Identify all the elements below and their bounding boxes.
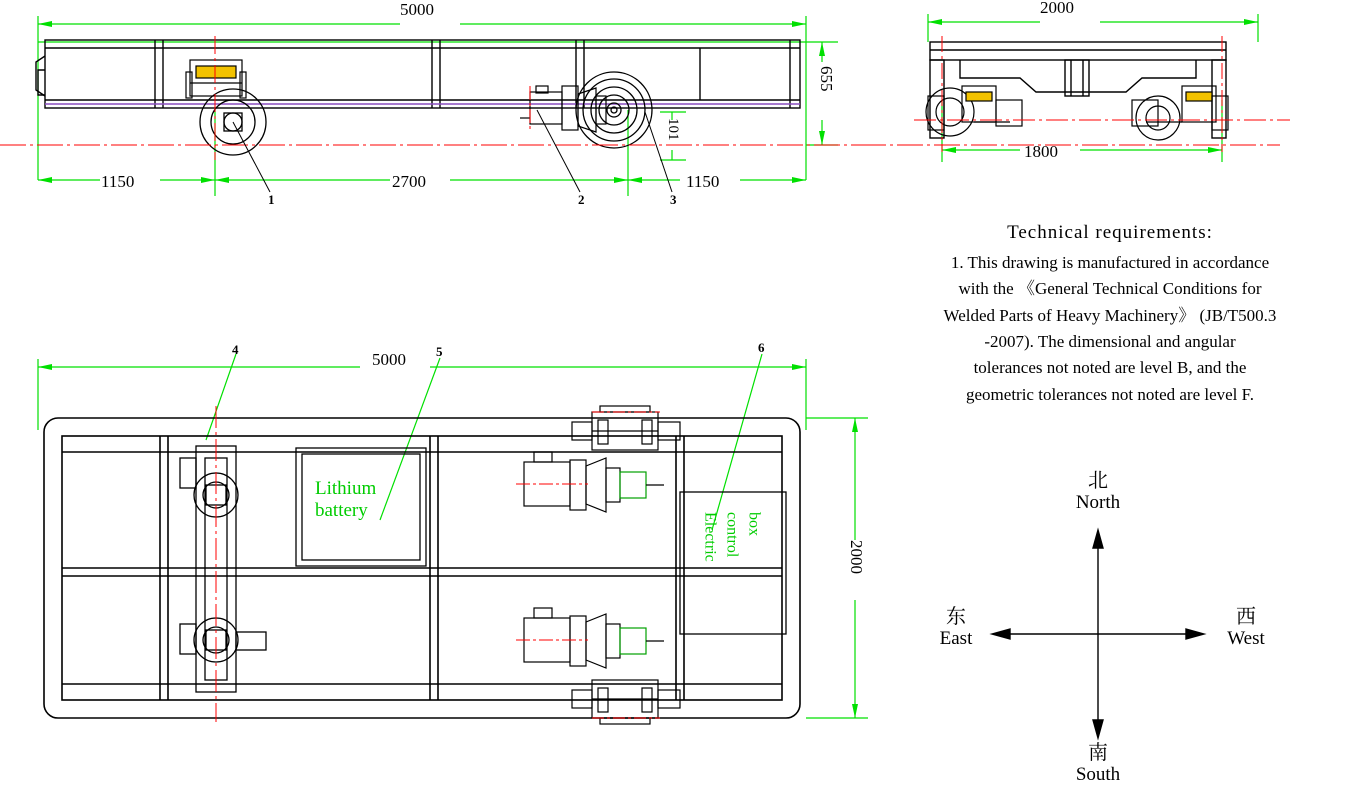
compass-west-cn: 西 [1236, 606, 1256, 628]
drive-assembly-lower-plan [524, 608, 664, 668]
compass-rose [900, 460, 1320, 800]
technical-requirements-heading: Technical requirements: [1007, 222, 1213, 243]
dim-segment-center-side: 2700 [392, 172, 426, 191]
dim-overall-width-plan: 2000 [847, 540, 866, 574]
dimension-lines-side [38, 16, 838, 196]
compass-axes [992, 530, 1204, 738]
technical-requirements-block [880, 222, 1340, 408]
dim-segment-left-side: 1150 [101, 172, 135, 191]
dim-overall-length-plan: 5000 [372, 350, 406, 369]
compass-north-cn: 北 [1088, 470, 1108, 492]
compass-north [1058, 470, 1138, 515]
control-box-label-line1: Electric [701, 512, 719, 562]
callout-1: 1 [268, 192, 275, 207]
callout-2: 2 [578, 192, 585, 207]
compass-south-en: South [1075, 764, 1121, 785]
compass-east [920, 606, 992, 651]
callout-6: 6 [758, 340, 765, 355]
tech-line-1: 1. This drawing is manufactured in accordance [950, 253, 1270, 272]
electric-control-box-label-3 [744, 512, 762, 632]
callout-3: 3 [670, 192, 677, 207]
lithium-battery-label-line1: Lithium [315, 478, 377, 499]
lithium-battery-label-line2: battery [315, 499, 368, 521]
front-elevation-view [900, 0, 1300, 200]
compass-south [1058, 742, 1138, 787]
dim-height-side: 655 [817, 66, 836, 92]
compass-north-en: North [1075, 492, 1121, 513]
drive-assembly-upper-plan [524, 452, 664, 512]
lithium-battery-label [315, 478, 376, 522]
compass-west-en: West [1227, 628, 1265, 649]
tech-line-5: tolerances not noted are level B, and the [973, 358, 1247, 378]
wheel-left-front [926, 86, 996, 136]
tech-line-2: with the 《General Technical Conditions for [958, 279, 1262, 299]
callout-4: 4 [232, 342, 239, 357]
plan-view [0, 340, 880, 780]
electric-control-box-label [700, 512, 718, 632]
control-box-label-line3: box [745, 512, 763, 536]
axle-detail-front [974, 100, 1182, 126]
wheel-rear-side [576, 72, 652, 148]
tech-line-3: Welded Parts of Heavy Machinery》 (JB/T500.3 [943, 305, 1277, 325]
wheel-right-front [1136, 86, 1228, 140]
component-box-side [186, 60, 246, 98]
tech-line-6: geometric tolerances not noted are level F. [966, 384, 1254, 404]
dim-overall-width-front: 2000 [1040, 0, 1074, 17]
electric-control-box-label-2 [722, 512, 740, 632]
control-box-label-line2: control [723, 512, 741, 558]
drive-motor-assembly-side [520, 86, 606, 132]
center-rail-plan [180, 446, 266, 692]
compass-south-cn: 南 [1088, 742, 1108, 764]
deck-outline-plan [44, 418, 800, 718]
dim-small-vertical-side: 101 [665, 118, 681, 141]
axle-unit-top-plan [572, 406, 680, 450]
callout-5: 5 [436, 344, 443, 359]
compass-east-en: East [939, 628, 973, 649]
tech-line-4: -2007). The dimensional and angular [984, 332, 1236, 352]
side-elevation-view [0, 0, 880, 220]
dimension-lines-front [928, 14, 1258, 162]
compass-west [1210, 606, 1282, 651]
dim-overall-length-side: 5000 [400, 0, 434, 19]
compass-east-cn: 东 [946, 606, 966, 628]
chassis-outline-side [36, 40, 800, 108]
dim-segment-right-side: 1150 [686, 172, 720, 191]
dim-track-width-front: 1800 [1024, 142, 1058, 161]
